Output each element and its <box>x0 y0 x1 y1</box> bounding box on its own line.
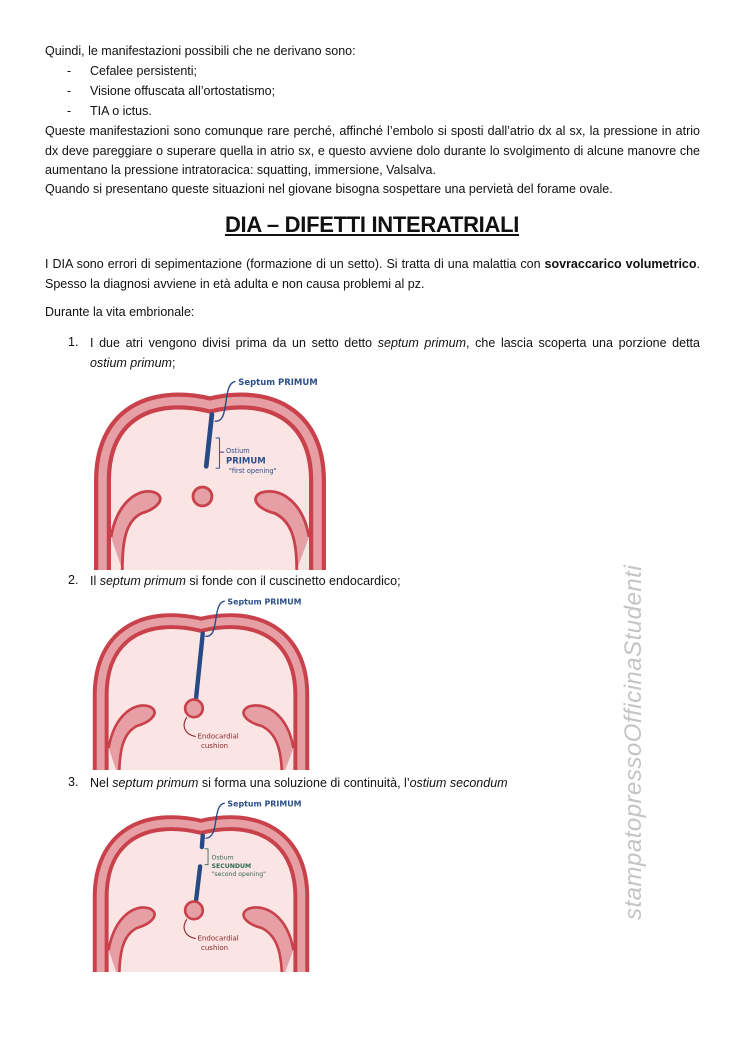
step-number: 2. <box>68 573 79 587</box>
text: si forma una soluzione di continuità, l’ <box>198 776 410 790</box>
step-number: 3. <box>68 775 79 789</box>
bullet-marker: - <box>67 84 72 98</box>
septum-label: Septum PRIMUM <box>238 377 318 388</box>
italic-text: ostium secondum <box>409 776 508 790</box>
septum-label: Septum PRIMUM <box>227 799 302 809</box>
bullet-marker: - <box>67 104 72 118</box>
text: I DIA sono errori di sepimentazione (formazione di un setto). Si tratta di una malattia con <box>45 257 541 271</box>
step-text <box>90 334 700 373</box>
paragraph <box>45 255 700 294</box>
text: Nel <box>90 776 113 790</box>
bold-text: sovraccarico volumetrico <box>544 257 697 271</box>
list-item: TIA o ictus. <box>90 104 152 118</box>
text: Il <box>90 574 100 588</box>
text: . Spesso la diagnosi avviene in età adulta e non causa problemi al pz. <box>45 257 700 291</box>
list-item: Visione offuscata all’ortostatismo; <box>90 84 276 98</box>
watermark: stampatopressoOfficinaStudenti <box>620 564 647 920</box>
ostium-secundum-diagram <box>92 796 310 972</box>
ostium-label: "first opening" <box>228 466 277 475</box>
italic-text: ostium primum <box>90 355 172 370</box>
bullet-marker: - <box>67 64 72 78</box>
step-text <box>90 572 700 592</box>
cushion-label: cushion <box>201 943 229 952</box>
septum-label: Septum PRIMUM <box>227 597 302 607</box>
intro-text: Quindi, le manifestazioni possibili che ne derivano sono: <box>45 44 356 58</box>
ostium-label: SECUNDUM <box>211 863 252 871</box>
italic-text: septum primum <box>99 574 186 588</box>
paragraph: Quando si presentano queste situazioni nel giovane bisogna sospettare una pervietà del forame ovale. <box>45 182 613 196</box>
text: I due atri vengono divisi prima da un setto detto <box>90 336 378 350</box>
cushion-label: Endocardial <box>197 933 239 943</box>
ostium-label: Ostium <box>211 854 234 862</box>
text: si fonde con il cuscinetto endocardico; <box>185 574 401 588</box>
step-text <box>90 774 700 794</box>
paragraph: Durante la vita embrionale: <box>45 305 195 319</box>
text: ; <box>171 355 176 370</box>
list-item: Cefalee persistenti; <box>90 64 198 78</box>
cushion-label: Endocardial <box>197 731 239 741</box>
septum-primum-diagram <box>92 372 328 570</box>
ostium-label: PRIMUM <box>226 455 266 466</box>
italic-text: septum primum <box>112 776 199 790</box>
section-title: DIA – DIFETTI INTERATRIALI <box>224 212 520 237</box>
paragraph: Queste manifestazioni sono comunque rare perché, affinché l’embolo si sposti dall’atrio dx al sx, la pressione in atrio dx deve pareggiare o superare quella in atrio sx, e questo avviene dolo durante lo svolgimento di alcune manovre che aumentano la pressione intratoracica: squatting, immersione, Valsalva. <box>45 124 700 177</box>
text: , che lascia scoperta una porzione detta <box>466 336 700 350</box>
cushion-fusion-diagram <box>92 594 310 770</box>
ostium-label: "second opening" <box>211 871 267 879</box>
cushion-label: cushion <box>201 741 229 750</box>
ostium-label: Ostium <box>226 447 250 456</box>
italic-text: septum primum <box>377 336 467 350</box>
step-number: 1. <box>68 335 79 349</box>
